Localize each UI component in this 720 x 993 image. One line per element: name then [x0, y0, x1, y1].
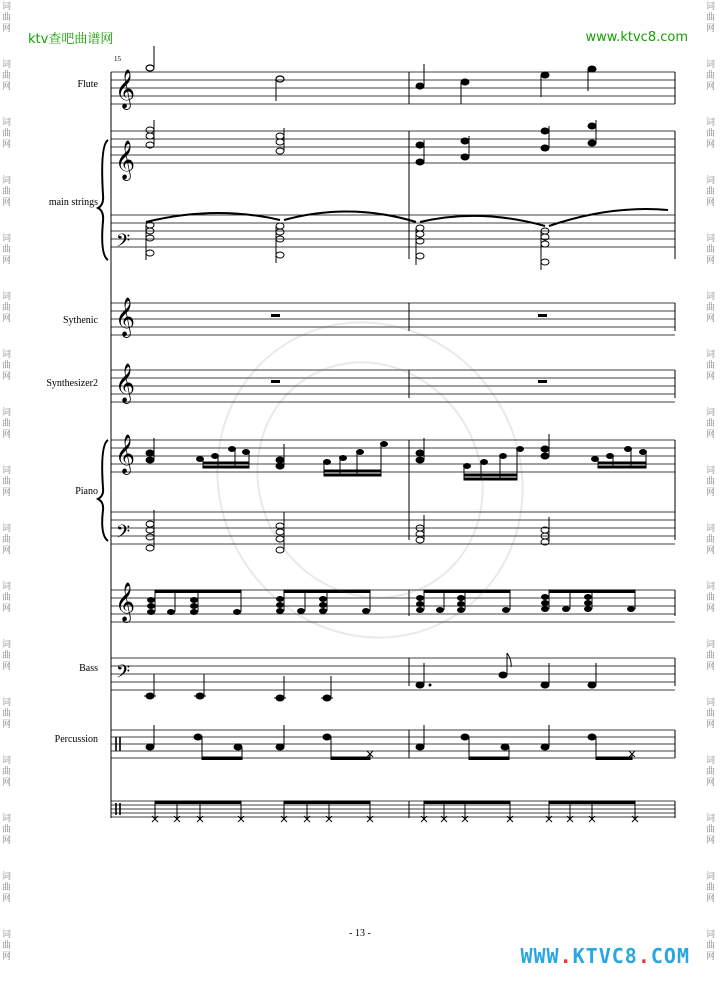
- side-watermark-glyph: 曲: [706, 71, 716, 81]
- side-watermark-glyph: 词: [2, 698, 12, 708]
- side-watermark-glyph: 网: [706, 604, 716, 614]
- chord-notehead: [417, 602, 424, 607]
- chord-notehead: [563, 607, 570, 612]
- clefs: [115, 69, 135, 687]
- side-watermark-glyph: 词: [2, 292, 12, 302]
- chord-notehead: [542, 601, 549, 606]
- chord-notehead: [191, 604, 198, 609]
- side-watermark-glyph: 网: [706, 82, 716, 92]
- strings-ties: [146, 209, 668, 226]
- chord-notehead: [585, 601, 592, 606]
- label-sythenic: Sythenic: [63, 315, 98, 326]
- chord-notehead: [168, 610, 175, 615]
- side-watermark-glyph: 网: [2, 720, 12, 730]
- flute-notes: [146, 46, 596, 104]
- side-watermark-glyph: 曲: [706, 651, 716, 661]
- treble-clef-icon: 𝄞: [115, 434, 136, 474]
- side-watermark-glyph: 网: [2, 140, 12, 150]
- side-watermark-glyph: 曲: [706, 419, 716, 429]
- side-watermark-glyph: 曲: [2, 651, 12, 661]
- side-watermark-glyph: 曲: [2, 245, 12, 255]
- side-watermark-glyph: 词: [2, 582, 12, 592]
- beam: [284, 801, 370, 804]
- side-watermark-glyph: 词: [706, 756, 716, 766]
- side-watermark-glyph: 网: [2, 546, 12, 556]
- strings-treble-chords: [146, 120, 596, 165]
- label-synthesizer2: Synthesizer2: [46, 378, 98, 389]
- chord-notehead: [148, 598, 155, 603]
- chord-notehead: [585, 607, 592, 612]
- side-watermark-glyph: 网: [2, 430, 12, 440]
- side-watermark-glyph: 网: [706, 836, 716, 846]
- side-watermark-glyph: 词: [2, 118, 12, 128]
- bass-notes: [144, 653, 596, 701]
- side-watermark-glyph: 曲: [2, 709, 12, 719]
- side-watermark-glyph: 网: [706, 372, 716, 382]
- chord-notehead: [320, 597, 327, 602]
- side-watermark-glyph: 网: [2, 488, 12, 498]
- chord-notehead: [503, 608, 510, 613]
- side-watermark-glyph: 曲: [2, 129, 12, 139]
- side-watermark-glyph: 曲: [2, 303, 12, 313]
- side-watermark-glyph: 词: [2, 234, 12, 244]
- side-watermark-glyph: 曲: [706, 187, 716, 197]
- side-watermark-glyph: 网: [2, 24, 12, 34]
- chord-notehead: [148, 604, 155, 609]
- side-watermark-glyph: 曲: [706, 941, 716, 951]
- chord-notehead: [320, 609, 327, 614]
- side-watermark-glyph: 网: [2, 314, 12, 324]
- chord-notehead: [417, 608, 424, 613]
- footer-url-part-com: COM: [650, 944, 690, 968]
- side-watermark-glyph: 网: [706, 314, 716, 324]
- side-watermark-glyph: 曲: [706, 477, 716, 487]
- side-watermark-glyph: 曲: [2, 361, 12, 371]
- side-watermark-glyph: 词: [706, 292, 716, 302]
- beam: [155, 801, 241, 804]
- chord-notehead: [542, 595, 549, 600]
- side-watermark-glyph: 词: [706, 350, 716, 360]
- side-watermark-glyph: 曲: [706, 883, 716, 893]
- chord-notehead: [458, 596, 465, 601]
- chord-notehead: [542, 607, 549, 612]
- side-watermark-glyph: 词: [706, 872, 716, 882]
- piano-bass-chords: [146, 510, 549, 553]
- side-watermark-glyph: 词: [2, 814, 12, 824]
- side-watermark-glyph: 词: [2, 524, 12, 534]
- page-number: - 13 -: [349, 928, 371, 939]
- side-watermark-glyph: 曲: [2, 825, 12, 835]
- chord-notehead: [363, 609, 370, 614]
- side-watermark-glyph: 网: [706, 546, 716, 556]
- side-watermark-glyph: 曲: [706, 361, 716, 371]
- side-watermark-glyph: 词: [2, 60, 12, 70]
- staff-lines: [111, 72, 675, 817]
- chord-notehead: [148, 610, 155, 615]
- chord-notehead: [234, 610, 241, 615]
- side-watermark-glyph: 网: [706, 778, 716, 788]
- side-watermark-glyph: 网: [2, 952, 12, 962]
- treble-clef-icon: 𝄞: [115, 140, 136, 180]
- side-watermark-glyph: 词: [2, 350, 12, 360]
- side-watermark-glyph: 曲: [2, 419, 12, 429]
- side-watermark-glyph: 词: [706, 234, 716, 244]
- side-watermark-glyph: 曲: [706, 129, 716, 139]
- header-site-url[interactable]: www.ktvc8.com: [585, 30, 688, 45]
- side-watermark-glyph: 词: [2, 176, 12, 186]
- side-watermark-glyph: 词: [706, 698, 716, 708]
- side-watermark-glyph: 网: [2, 604, 12, 614]
- side-watermark-glyph: 曲: [2, 767, 12, 777]
- chord-notehead: [417, 596, 424, 601]
- side-watermark-glyph: 网: [706, 256, 716, 266]
- side-watermark-glyph: 词: [706, 118, 716, 128]
- side-watermark-glyph: 网: [706, 952, 716, 962]
- chord-notehead: [191, 598, 198, 603]
- footer-site-logo[interactable]: [520, 944, 690, 968]
- side-watermark-glyph: 词: [706, 524, 716, 534]
- label-flute: Flute: [77, 79, 98, 90]
- footer-url-part-dot1: .: [559, 944, 573, 968]
- measure-number: 15: [114, 55, 121, 63]
- side-watermark-glyph: 曲: [2, 13, 12, 23]
- side-watermark-glyph: 词: [2, 756, 12, 766]
- side-watermark-glyph: 曲: [2, 535, 12, 545]
- side-watermark-glyph: 曲: [2, 477, 12, 487]
- side-watermark-glyph: 词: [706, 466, 716, 476]
- label-bass: Bass: [79, 663, 98, 674]
- strings-bass-chords: [146, 222, 549, 270]
- side-watermark-glyph: 词: [706, 930, 716, 940]
- chord-notehead: [585, 595, 592, 600]
- side-watermark-glyph: 词: [2, 2, 12, 12]
- bass-clef-icon: 𝄢: [116, 662, 131, 687]
- side-watermark-glyph: 网: [2, 778, 12, 788]
- hihat-notes: [152, 801, 638, 822]
- side-watermark-glyph: 词: [2, 640, 12, 650]
- side-watermark-glyph: 网: [706, 140, 716, 150]
- side-watermark-glyph: 网: [2, 198, 12, 208]
- footer-url-part-dot2: .: [637, 944, 651, 968]
- treble-clef-icon: 𝄞: [115, 363, 136, 403]
- side-watermark-glyph: 曲: [2, 187, 12, 197]
- side-watermark-glyph: 词: [2, 872, 12, 882]
- side-watermark-glyph: 曲: [2, 71, 12, 81]
- chord-notehead: [277, 609, 284, 614]
- treble-clef-icon: 𝄞: [115, 297, 136, 337]
- side-watermark-glyph: 网: [706, 430, 716, 440]
- side-watermark-glyph: 曲: [706, 245, 716, 255]
- side-watermark-glyph: 曲: [706, 767, 716, 777]
- beam: [424, 801, 510, 804]
- side-watermark-glyph: 网: [2, 662, 12, 672]
- side-watermark-glyph: 词: [2, 408, 12, 418]
- side-watermark-glyph: 网: [706, 198, 716, 208]
- treble-clef-icon: 𝄞: [115, 582, 136, 622]
- label-piano: Piano: [75, 486, 98, 497]
- side-watermark-glyph: 网: [2, 894, 12, 904]
- side-watermark-glyph: 网: [706, 894, 716, 904]
- side-watermark-glyph: 网: [2, 82, 12, 92]
- side-watermark-glyph: 词: [706, 640, 716, 650]
- header-site-name[interactable]: ktv查吧曲谱网: [28, 32, 114, 47]
- side-watermark-glyph: 曲: [706, 535, 716, 545]
- side-watermark-glyph: 网: [706, 488, 716, 498]
- chord-notehead: [458, 602, 465, 607]
- side-watermark-glyph: 词: [706, 60, 716, 70]
- side-watermark-glyph: 网: [706, 720, 716, 730]
- footer-url-part-name: KTVC8: [572, 944, 638, 968]
- side-watermark-glyph: 词: [2, 466, 12, 476]
- percussion-clefs: [116, 737, 120, 815]
- side-watermark-glyph: 曲: [2, 593, 12, 603]
- side-watermark-glyph: 词: [706, 176, 716, 186]
- side-watermark-glyph: 词: [706, 2, 716, 12]
- side-watermark-glyph: 曲: [706, 593, 716, 603]
- side-watermark-glyph: 曲: [706, 825, 716, 835]
- side-watermark-glyph: 网: [706, 24, 716, 34]
- side-watermark-glyph: 网: [2, 372, 12, 382]
- label-main-strings: main strings: [48, 197, 98, 208]
- bass-clef-icon: 𝄢: [116, 522, 131, 547]
- bass-clef-icon: 𝄢: [116, 231, 131, 256]
- side-watermark-glyph: 词: [706, 814, 716, 824]
- side-watermark-glyph: 网: [2, 836, 12, 846]
- footer-url-part-www: WWW: [520, 944, 560, 968]
- side-watermark-glyph: 曲: [2, 883, 12, 893]
- piano2-eighth-chords: [155, 590, 635, 593]
- treble-clef-icon: 𝄞: [115, 69, 136, 109]
- side-watermark-glyph: 曲: [706, 13, 716, 23]
- chord-notehead: [320, 603, 327, 608]
- side-watermark-glyph: 曲: [706, 303, 716, 313]
- side-watermark-glyph: 曲: [706, 709, 716, 719]
- label-percussion: Percussion: [54, 734, 98, 745]
- side-watermark-glyph: 词: [706, 408, 716, 418]
- piano2-noteheads: [148, 591, 636, 615]
- side-watermark-glyph: 词: [706, 582, 716, 592]
- grand-staff-braces: [98, 140, 108, 541]
- chord-notehead: [298, 609, 305, 614]
- chord-notehead: [191, 610, 198, 615]
- side-watermark-glyph: 网: [706, 662, 716, 672]
- side-watermark-glyph: 词: [2, 930, 12, 940]
- side-watermark-glyph: 网: [2, 256, 12, 266]
- system-barlines: [111, 72, 675, 818]
- chord-notehead: [628, 607, 635, 612]
- side-watermark-glyph: 曲: [2, 941, 12, 951]
- chord-notehead: [437, 608, 444, 613]
